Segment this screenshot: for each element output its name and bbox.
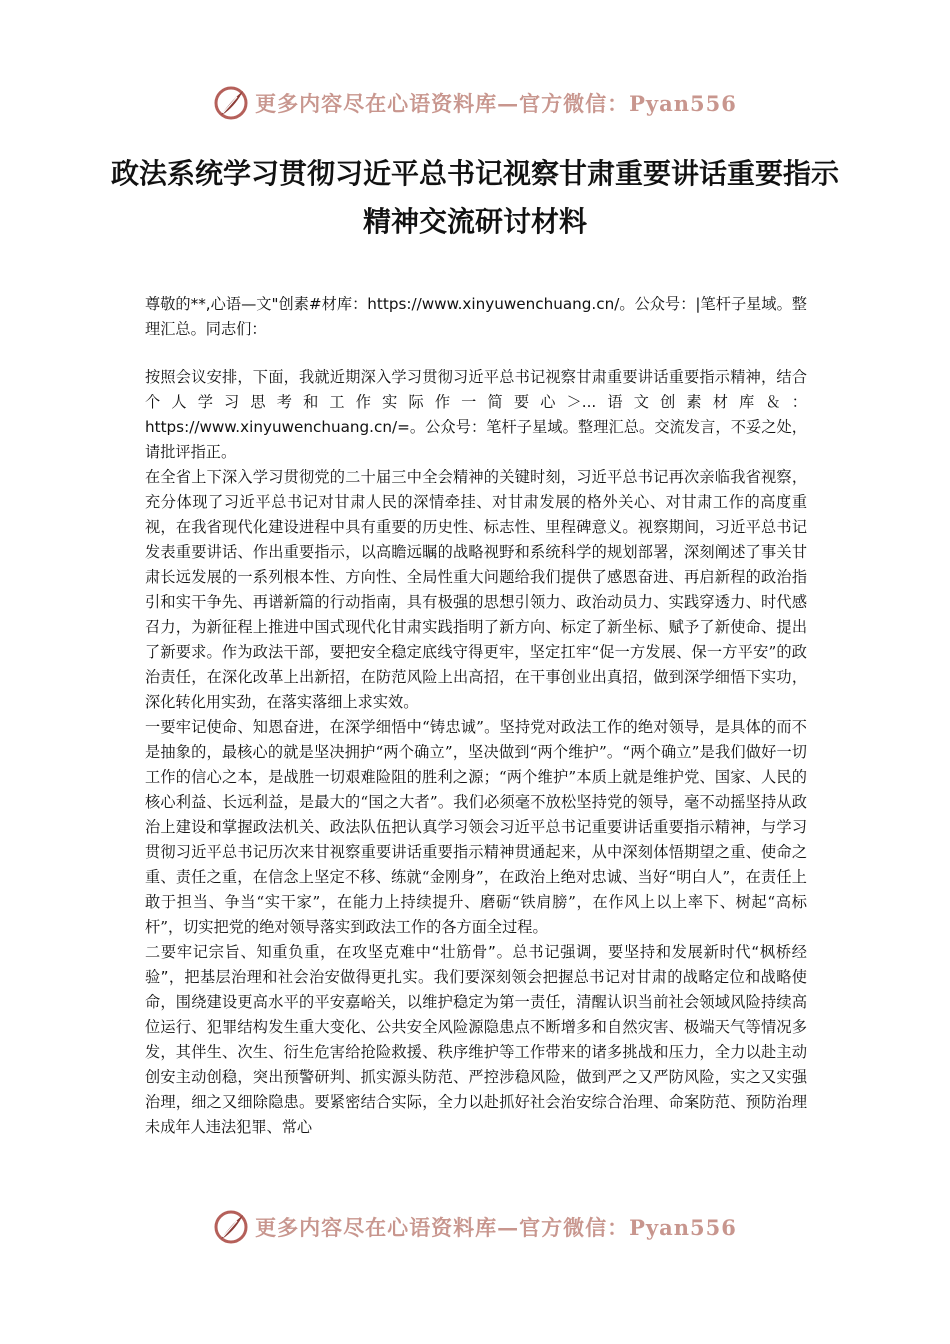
point-one-paragraph: 一要牢记使命、知恩奋进，在深学细悟中“铸忠诚”。坚持党对政法工作的绝对领导，是具体的而不是抽象的，最核心的就是坚决拥护“两个确立”，坚决做到“两个维护”。“两个确立”是我们做好一切工作的信心之本，是战胜一切艰难险阻的胜利之源；“两个维护”本质上就是维护党、国家、人民的核心利益、长远利益，是最大的“国之大者”。我们必须毫不放松坚持党的领导，毫不动摇坚持从政治上建设和掌握政法机关、政法队伍把认真学习领会习近平总书记重要讲话重要指示精神，与学习贯彻习近平总书记历次来甘视察重要讲话重要指示精神贯通起来，从中深刻体悟期望之重、使命之重、责任之重，在信念上坚定不移、练就“金刚身”，在政治上绝对忠诚、当好“明白人”，在责任上敢于担当、争当“实干家”，在能力上持续提升、磨砺“铁肩膀”，在作风上以上率下、树起“高标杆”，切实把党的绝对领导落实到政法工作的各方面全过程。 (145, 718, 807, 936)
footer-banner (0, 1202, 950, 1252)
salutation-paragraph: 尊敬的**,心语—文"创素#材库：https://www.xinyuwenchuang.cn/。公众号：|笔杆子星域。整理汇总。同志们： (145, 295, 807, 338)
header-banner (0, 78, 950, 128)
point-two-paragraph: 二要牢记宗旨、知重负重，在攻坚克难中“壮筋骨”。总书记强调，要坚持和发展新时代“枫桥经验”，把基层治理和社会治安做得更扎实。我们要深刻领会把握总书记对甘肃的战略定位和战略使命，围绕建设更高水平的平安嘉峪关，以维护稳定为第一责任，清醒认识当前社会领域风险持续高位运行、犯罪结构发生重大变化、公共安全风险源隐患点不断增多和自然灾害、极端天气等情况多发，其伴生、次生、衍生危害给抢险救援、秩序维护等工作带来的诸多挑战和压力，全力以赴主动创安主动创稳，突出预警研判、抓实源头防范、严控涉稳风险，做到严之又严防风险，实之又实强治理，细之又细除隐患。要紧密结合实际，全力以赴抓好社会治安综合治理、命案防范、预防治理未成年人违法犯罪、常心 (145, 943, 807, 1136)
quill-logo-icon (213, 85, 249, 121)
banner-text: 更多内容尽在心语资料库—官方微信：Pyan556 (255, 91, 737, 116)
document-body (145, 292, 807, 1140)
document-title: 政法系统学习贯彻习近平总书记视察甘肃重要讲话重要指示精神交流研讨材料 (110, 157, 839, 238)
quill-logo-icon (213, 1209, 249, 1245)
intro-paragraph: 按照会议安排，下面，我就近期深入学习贯彻习近平总书记视察甘肃重要讲话重要指示精神，结合个人学习思考和工作实际作一简要心＞...语文创素材库＆：https://www.xinyuwenchuang.cn/=。公众号：笔杆子星域。整理汇总。交流发言，不妥之处，请批评指正。 (145, 368, 807, 461)
banner-text: 更多内容尽在心语资料库—官方微信：Pyan556 (255, 1215, 737, 1240)
body-paragraph: 在全省上下深入学习贯彻党的二十届三中全会精神的关键时刻，习近平总书记再次亲临我省视察，充分体现了习近平总书记对甘肃人民的深情牵挂、对甘肃发展的格外关心、对甘肃工作的高度重视，在我省现代化建设进程中具有重要的历史性、标志性、里程碑意义。视察期间，习近平总书记发表重要讲话、作出重要指示，以高瞻远瞩的战略视野和系统科学的规划部署，深刻阐述了事关甘肃长远发展的一系列根本性、方向性、全局性重大问题给我们提供了感恩奋进、再启新程的政治指引和实干争先、再谱新篇的行动指南，具有极强的思想引领力、政治动员力、实践穿透力、时代感召力，为新征程上推进中国式现代化甘肃实践指明了新方向、标定了新坐标、赋予了新使命、提出了新要求。作为政法干部，要把安全稳定底线守得更牢，坚定扛牢“促一方发展、保一方平安”的政治责任，在深化改革上出新招，在防范风险上出高招，在干事创业出真招，做到深学细悟下实功，深化转化用实劲，在落实落细上求实效。 (145, 468, 807, 711)
